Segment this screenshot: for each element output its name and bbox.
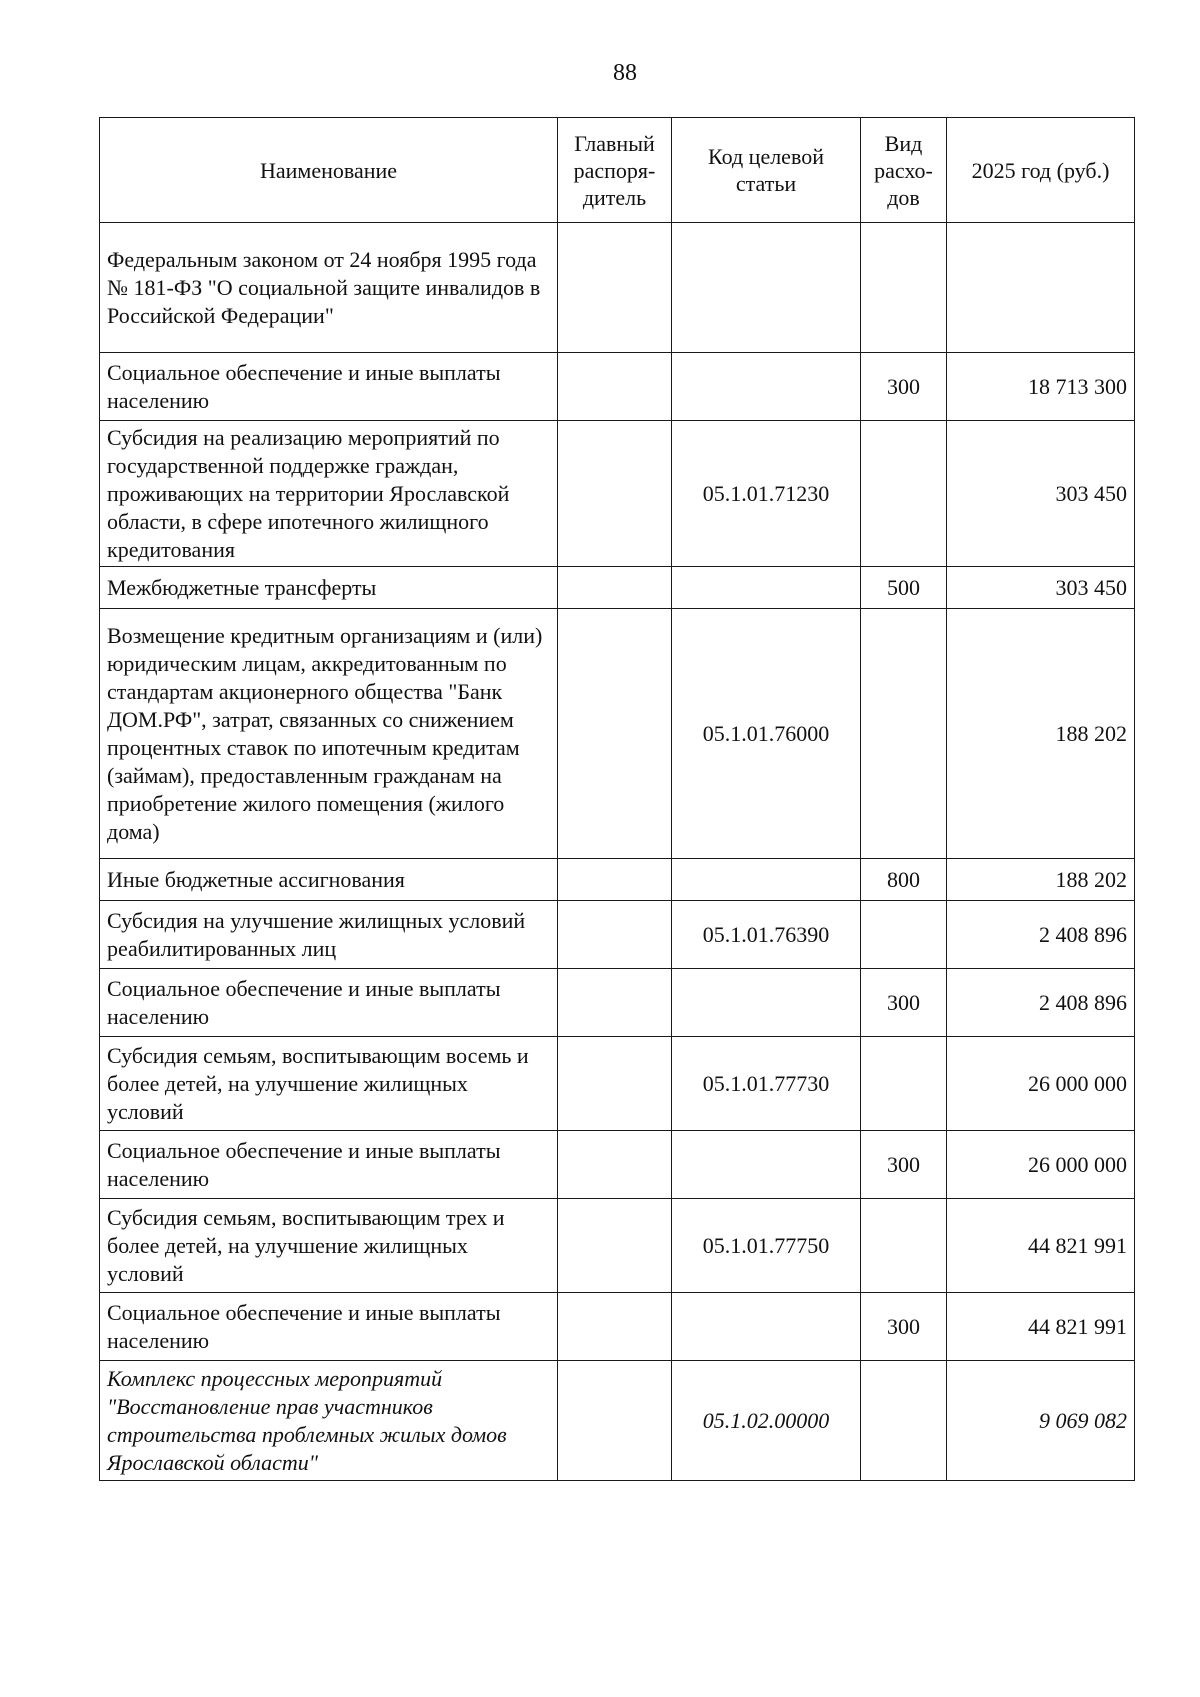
- table-row: [100, 1037, 1135, 1131]
- row-manager: [558, 223, 672, 353]
- row-manager: [558, 969, 672, 1037]
- table-row: [100, 1131, 1135, 1199]
- row-name: Социальное обеспечение и иные выплаты населению: [100, 969, 558, 1037]
- table-row: [100, 353, 1135, 421]
- row-code: 05.1.02.00000: [672, 1361, 861, 1481]
- row-amount: 44 821 991: [947, 1293, 1135, 1361]
- table-row: [100, 1199, 1135, 1293]
- row-manager: [558, 421, 672, 567]
- row-code: [672, 567, 861, 609]
- row-vid: [861, 421, 947, 567]
- row-amount: 18 713 300: [947, 353, 1135, 421]
- row-vid: 300: [861, 353, 947, 421]
- row-vid: 300: [861, 969, 947, 1037]
- row-name: Межбюджетные трансферты: [100, 567, 558, 609]
- row-amount: 188 202: [947, 609, 1135, 859]
- row-amount: 9 069 082: [947, 1361, 1135, 1481]
- row-vid: 500: [861, 567, 947, 609]
- row-name: Социальное обеспечение и иные выплаты населению: [100, 1131, 558, 1199]
- table-row: [100, 1361, 1135, 1481]
- row-amount: 303 450: [947, 421, 1135, 567]
- row-amount: [947, 223, 1135, 353]
- row-vid: 800: [861, 859, 947, 901]
- row-manager: [558, 901, 672, 969]
- table-row: [100, 969, 1135, 1037]
- table-row: [100, 901, 1135, 969]
- row-manager: [558, 567, 672, 609]
- row-manager: [558, 1037, 672, 1131]
- row-amount: 188 202: [947, 859, 1135, 901]
- row-amount: 26 000 000: [947, 1131, 1135, 1199]
- header-manager: Главный распоря-дитель: [558, 118, 672, 223]
- row-vid: [861, 223, 947, 353]
- header-amount: 2025 год (руб.): [947, 118, 1135, 223]
- row-manager: [558, 859, 672, 901]
- header-name: Наименование: [100, 118, 558, 223]
- budget-table: [99, 117, 1135, 1481]
- row-name: Социальное обеспечение и иные выплаты населению: [100, 353, 558, 421]
- row-amount: 2 408 896: [947, 969, 1135, 1037]
- row-manager: [558, 1361, 672, 1481]
- row-name: Иные бюджетные ассигнования: [100, 859, 558, 901]
- row-manager: [558, 1131, 672, 1199]
- row-vid: [861, 1361, 947, 1481]
- row-manager: [558, 1199, 672, 1293]
- row-amount: 44 821 991: [947, 1199, 1135, 1293]
- row-vid: 300: [861, 1293, 947, 1361]
- row-vid: [861, 901, 947, 969]
- table-row: [100, 1293, 1135, 1361]
- row-vid: [861, 609, 947, 859]
- header-code: Код целевой статьи: [672, 118, 861, 223]
- row-name: Социальное обеспечение и иные выплаты населению: [100, 1293, 558, 1361]
- table-row: [100, 421, 1135, 567]
- row-name: Федеральным законом от 24 ноября 1995 года № 181-ФЗ "О социальной защите инвалидов в Российской Федерации": [100, 223, 558, 353]
- row-name: Субсидия на улучшение жилищных условий реабилитированных лиц: [100, 901, 558, 969]
- row-vid: 300: [861, 1131, 947, 1199]
- table-row: [100, 567, 1135, 609]
- row-code: [672, 223, 861, 353]
- row-code: 05.1.01.71230: [672, 421, 861, 567]
- table-row: [100, 223, 1135, 353]
- row-manager: [558, 353, 672, 421]
- row-code: [672, 353, 861, 421]
- row-manager: [558, 609, 672, 859]
- row-code: [672, 859, 861, 901]
- row-manager: [558, 1293, 672, 1361]
- row-code: [672, 969, 861, 1037]
- row-code: 05.1.01.76390: [672, 901, 861, 969]
- table-header-row: [100, 118, 1135, 223]
- row-name: Субсидия на реализацию мероприятий по государственной поддержке граждан, проживающих на территории Ярославской области, в сфере ипотечного жилищного кредитования: [100, 421, 558, 567]
- row-amount: 2 408 896: [947, 901, 1135, 969]
- header-vid: Вид расхо-дов: [861, 118, 947, 223]
- row-vid: [861, 1037, 947, 1131]
- row-amount: 26 000 000: [947, 1037, 1135, 1131]
- table-row: [100, 609, 1135, 859]
- row-name: Возмещение кредитным организациям и (или) юридическим лицам, аккредитованным по стандартам акционерного общества "Банк ДОМ.РФ", затрат, связанных со снижением процентных ставок по ипотечным кредитам (займам), предоставленным гражданам на приобретение жилого помещения (жилого дома): [100, 609, 558, 859]
- row-vid: [861, 1199, 947, 1293]
- row-code: [672, 1131, 861, 1199]
- table-row: [100, 859, 1135, 901]
- row-code: [672, 1293, 861, 1361]
- page-number: 88: [613, 60, 637, 86]
- row-code: 05.1.01.76000: [672, 609, 861, 859]
- row-amount: 303 450: [947, 567, 1135, 609]
- row-name: Субсидия семьям, воспитывающим восемь и более детей, на улучшение жилищных условий: [100, 1037, 558, 1131]
- table-body: [100, 223, 1135, 1481]
- row-code: 05.1.01.77750: [672, 1199, 861, 1293]
- row-name: Комплекс процессных мероприятий "Восстановление прав участников строительства проблемных жилых домов Ярославской области": [100, 1361, 558, 1481]
- row-code: 05.1.01.77730: [672, 1037, 861, 1131]
- row-name: Субсидия семьям, воспитывающим трех и более детей, на улучшение жилищных условий: [100, 1199, 558, 1293]
